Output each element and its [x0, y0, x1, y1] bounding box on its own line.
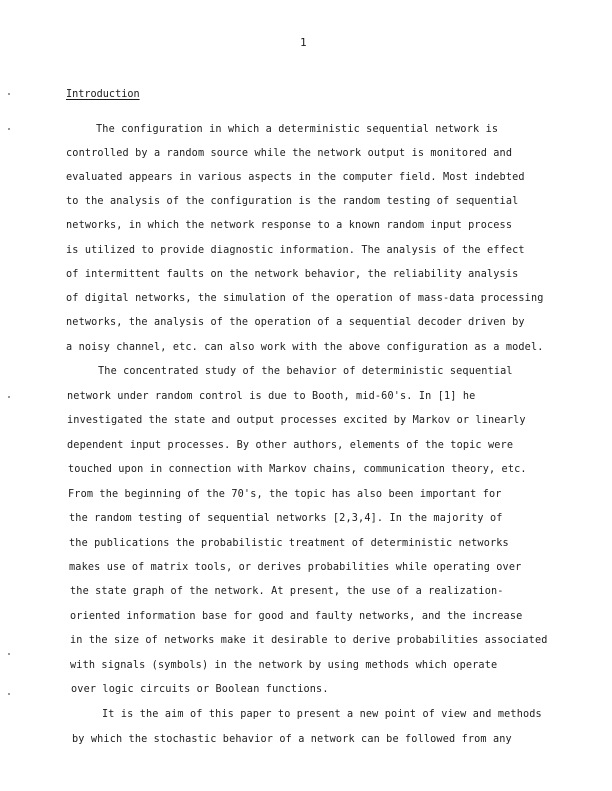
text-line: is utilized to provide diagnostic information. The analysis of the effect	[66, 245, 525, 256]
text-line: It is the aim of this paper to present a new point of view and methods	[102, 709, 542, 720]
text-line: networks, in which the network response to a known random input process	[66, 220, 513, 231]
scan-speck	[8, 653, 10, 655]
text-line: the state graph of the network. At present, the use of a realization-	[70, 586, 504, 597]
page-number: 1	[300, 36, 307, 49]
scan-speck	[8, 693, 10, 695]
text-line: controlled by a random source while the network output is monitored and	[66, 148, 513, 159]
text-line: oriented information base for good and faulty networks, and the increase	[70, 611, 523, 622]
text-line: over logic circuits or Boolean functions.	[71, 684, 329, 695]
text-line: with signals (symbols) in the network by using methods which operate	[70, 660, 498, 671]
text-line: The concentrated study of the behavior of deterministic sequential	[98, 366, 513, 377]
text-line: a noisy channel, etc. can also work with the above configuration as a model.	[66, 342, 544, 353]
text-line: investigated the state and output processes excited by Markov or linearly	[67, 415, 526, 426]
text-line: in the size of networks make it desirable to derive probabilities associated	[70, 635, 548, 646]
text-line: of digital networks, the simulation of the operation of mass-data processing	[66, 293, 544, 304]
text-line: touched upon in connection with Markov chains, communication theory, etc.	[68, 464, 527, 475]
section-heading-introduction: Introduction	[66, 89, 140, 100]
scan-speck	[8, 396, 10, 398]
text-line: by which the stochastic behavior of a network can be followed from any	[72, 734, 512, 745]
text-line: The configuration in which a deterministic sequential network is	[96, 124, 499, 135]
text-line: of intermittent faults on the network behavior, the reliability analysis	[66, 269, 519, 280]
text-line: dependent input processes. By other authors, elements of the topic were	[67, 440, 514, 451]
text-line: evaluated appears in various aspects in the computer field. Most indebted	[66, 172, 525, 183]
text-line: the random testing of sequential networks [2,3,4]. In the majority of	[69, 513, 503, 524]
text-line: makes use of matrix tools, or derives probabilities while operating over	[69, 562, 522, 573]
text-line: network under random control is due to Booth, mid-60's. In [1] he	[67, 391, 476, 402]
scan-speck	[8, 128, 10, 130]
text-line: From the beginning of the 70's, the topic has also been important for	[68, 489, 502, 500]
text-line: the publications the probabilistic treatment of deterministic networks	[69, 538, 509, 549]
scan-speck	[8, 93, 10, 95]
text-line: to the analysis of the configuration is the random testing of sequential	[66, 196, 519, 207]
text-line: networks, the analysis of the operation of a sequential decoder driven by	[66, 317, 525, 328]
